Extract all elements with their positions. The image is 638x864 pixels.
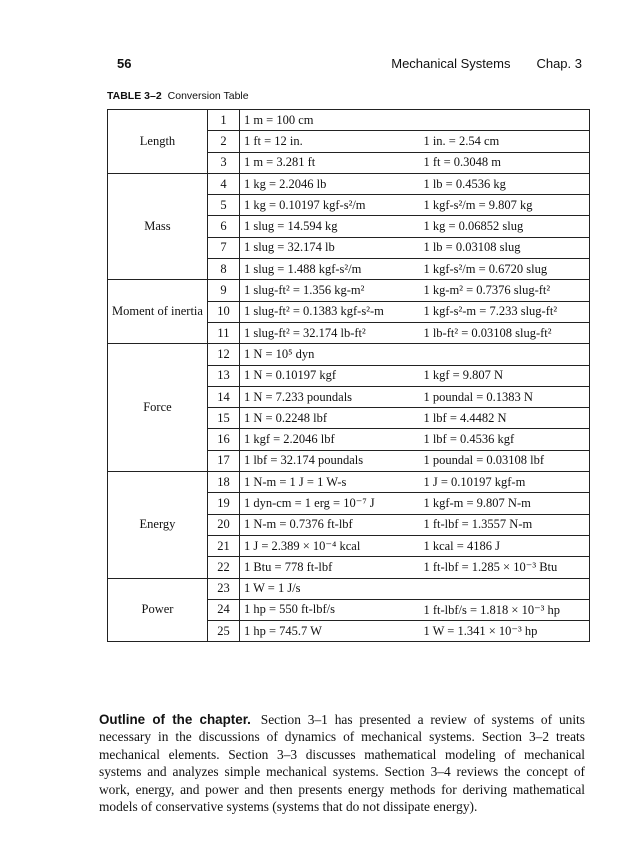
conversion-formula: 1 Btu = 778 ft-lbf — [239, 557, 419, 578]
inverse-formula: 1 kg-m² = 0.7376 slug-ft² — [419, 280, 589, 301]
inverse-formula: 1 lbf = 4.4482 N — [419, 408, 589, 429]
inverse-formula: 1 lb-ft² = 0.03108 slug-ft² — [419, 322, 589, 343]
conversion-formula: 1 N-m = 1 J = 1 W-s — [239, 472, 419, 493]
inverse-formula: 1 J = 0.10197 kgf-m — [419, 472, 589, 493]
conversion-formula: 1 N = 0.2248 lbf — [239, 408, 419, 429]
table-row — [108, 578, 590, 599]
outline-heading: Outline of the chapter. — [99, 712, 251, 727]
conversion-formula: 1 W = 1 J/s — [239, 578, 419, 599]
inverse-formula: 1 in. = 2.54 cm — [419, 131, 589, 152]
inverse-formula: 1 kgf-s²/m = 0.6720 slug — [419, 259, 589, 280]
inverse-formula: 1 lb = 0.03108 slug — [419, 237, 589, 258]
group-label: Moment of inertia — [108, 280, 208, 344]
group-label: Force — [108, 344, 208, 472]
inverse-formula: 1 kgf-s²-m = 7.233 slug-ft² — [419, 301, 589, 322]
row-number: 17 — [207, 450, 239, 471]
row-number: 24 — [207, 599, 239, 620]
row-number: 12 — [207, 344, 239, 365]
inverse-formula: 1 kg = 0.06852 slug — [419, 216, 589, 237]
table-caption — [107, 90, 249, 102]
conversion-formula: 1 lbf = 32.174 poundals — [239, 450, 419, 471]
conversion-formula: 1 slug-ft² = 1.356 kg-m² — [239, 280, 419, 301]
inverse-formula: 1 ft-lbf = 1.3557 N-m — [419, 514, 589, 535]
conversion-table — [107, 109, 590, 642]
page-number: 56 — [117, 56, 132, 71]
row-number: 19 — [207, 493, 239, 514]
row-number: 3 — [207, 152, 239, 173]
table-row — [108, 280, 590, 301]
conversion-formula: 1 N = 7.233 poundals — [239, 386, 419, 407]
conversion-formula: 1 J = 2.389 × 10⁻⁴ kcal — [239, 535, 419, 556]
conversion-formula: 1 slug-ft² = 32.174 lb-ft² — [239, 322, 419, 343]
inverse-formula: 1 kcal = 4186 J — [419, 535, 589, 556]
conversion-formula: 1 slug-ft² = 0.1383 kgf-s²-m — [239, 301, 419, 322]
row-number: 22 — [207, 557, 239, 578]
section-title: Mechanical Systems — [391, 56, 511, 71]
inverse-formula: 1 kgf-m = 9.807 N-m — [419, 493, 589, 514]
row-number: 16 — [207, 429, 239, 450]
conversion-formula: 1 N-m = 0.7376 ft-lbf — [239, 514, 419, 535]
inverse-formula: 1 lb = 0.4536 kg — [419, 173, 589, 194]
inverse-formula — [419, 578, 589, 599]
row-number: 9 — [207, 280, 239, 301]
inverse-formula: 1 poundal = 0.03108 lbf — [419, 450, 589, 471]
row-number: 13 — [207, 365, 239, 386]
conversion-formula: 1 N = 0.10197 kgf — [239, 365, 419, 386]
row-number: 21 — [207, 535, 239, 556]
row-number: 18 — [207, 472, 239, 493]
inverse-formula: 1 ft = 0.3048 m — [419, 152, 589, 173]
inverse-formula: 1 ft-lbf/s = 1.818 × 10⁻³ hp — [419, 599, 589, 620]
conversion-formula: 1 kg = 0.10197 kgf-s²/m — [239, 195, 419, 216]
table-number: TABLE 3–2 — [107, 90, 162, 102]
conversion-formula: 1 dyn-cm = 1 erg = 10⁻⁷ J — [239, 493, 419, 514]
row-number: 10 — [207, 301, 239, 322]
row-number: 5 — [207, 195, 239, 216]
conversion-formula: 1 m = 100 cm — [239, 110, 419, 131]
table-title: Conversion Table — [167, 90, 249, 102]
inverse-formula — [419, 344, 589, 365]
row-number: 4 — [207, 173, 239, 194]
conversion-formula: 1 N = 10⁵ dyn — [239, 344, 419, 365]
conversion-formula: 1 hp = 745.7 W — [239, 621, 419, 642]
row-number: 23 — [207, 578, 239, 599]
group-label: Mass — [108, 173, 208, 279]
chapter-outline — [99, 711, 585, 815]
row-number: 15 — [207, 408, 239, 429]
row-number: 1 — [207, 110, 239, 131]
conversion-formula: 1 slug = 32.174 lb — [239, 237, 419, 258]
table-row — [108, 472, 590, 493]
running-head — [391, 56, 582, 71]
row-number: 8 — [207, 259, 239, 280]
inverse-formula: 1 kgf-s²/m = 9.807 kg — [419, 195, 589, 216]
group-label: Energy — [108, 472, 208, 578]
group-label: Power — [108, 578, 208, 642]
conversion-formula: 1 ft = 12 in. — [239, 131, 419, 152]
row-number: 2 — [207, 131, 239, 152]
row-number: 14 — [207, 386, 239, 407]
chapter-label: Chap. 3 — [536, 56, 582, 71]
conversion-formula: 1 kgf = 2.2046 lbf — [239, 429, 419, 450]
conversion-formula: 1 slug = 14.594 kg — [239, 216, 419, 237]
table-row — [108, 110, 590, 131]
conversion-formula: 1 m = 3.281 ft — [239, 152, 419, 173]
table-row — [108, 344, 590, 365]
table-row — [108, 173, 590, 194]
inverse-formula: 1 ft-lbf = 1.285 × 10⁻³ Btu — [419, 557, 589, 578]
conversion-formula: 1 hp = 550 ft-lbf/s — [239, 599, 419, 620]
inverse-formula: 1 lbf = 0.4536 kgf — [419, 429, 589, 450]
inverse-formula: 1 W = 1.341 × 10⁻³ hp — [419, 621, 589, 642]
row-number: 25 — [207, 621, 239, 642]
inverse-formula — [419, 110, 589, 131]
row-number: 7 — [207, 237, 239, 258]
row-number: 6 — [207, 216, 239, 237]
outline-text: Section 3–1 has presented a review of systems of units necessary in the discussions of dynamics of mechanical systems. Section 3–2 treats mechanical elements. Section 3–3 discusses mathematical modeling of mechanical systems and analyzes simple mechanical systems. Section 3–4 reviews the concept of work, energy, and power and then presents energy methods for deriving mathematical models of conservative systems (systems that do not dissipate energy). — [99, 712, 585, 815]
row-number: 20 — [207, 514, 239, 535]
row-number: 11 — [207, 322, 239, 343]
group-label: Length — [108, 110, 208, 174]
conversion-formula: 1 slug = 1.488 kgf-s²/m — [239, 259, 419, 280]
inverse-formula: 1 poundal = 0.1383 N — [419, 386, 589, 407]
conversion-formula: 1 kg = 2.2046 lb — [239, 173, 419, 194]
inverse-formula: 1 kgf = 9.807 N — [419, 365, 589, 386]
